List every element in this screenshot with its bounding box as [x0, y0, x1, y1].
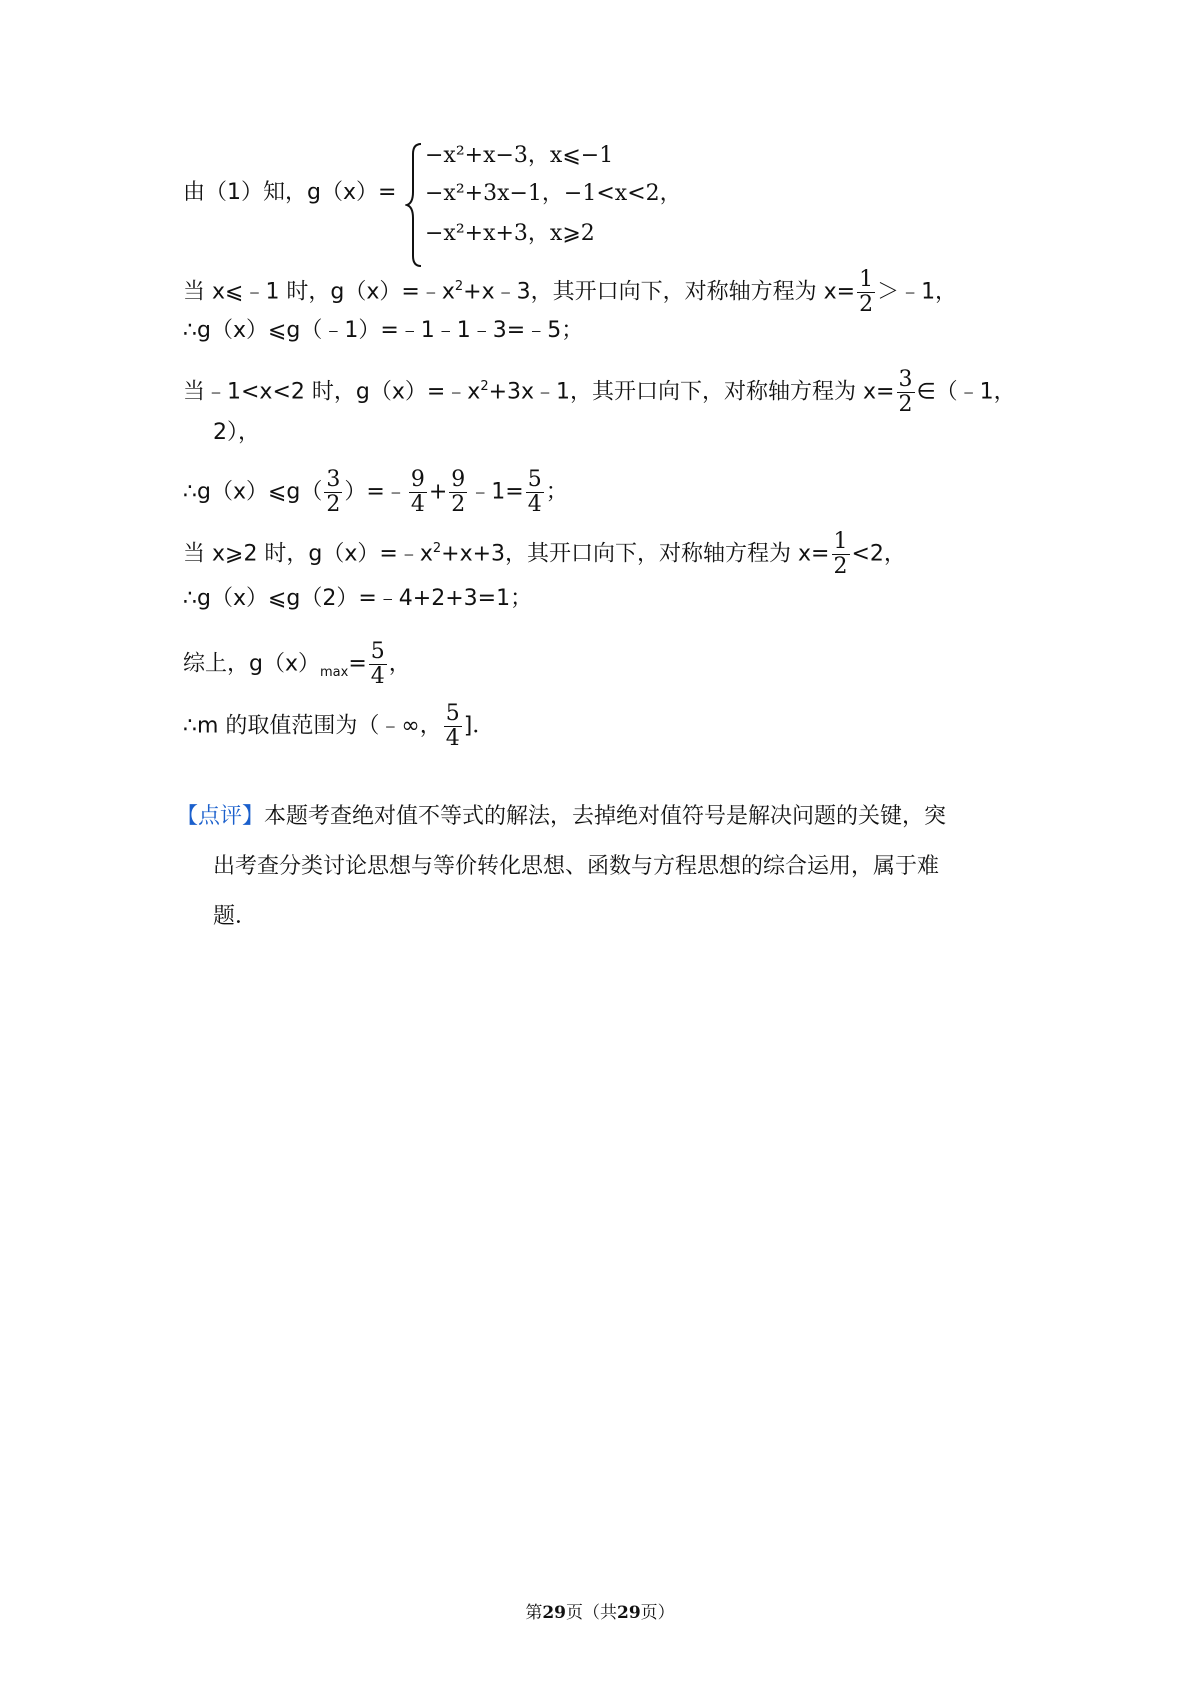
text: ∴m 的取值范围为（﹣∞， [183, 713, 442, 739]
denominator: 2 [451, 492, 466, 517]
text: +x+3，其开口向下，对称轴方程为 x= [441, 541, 830, 567]
denominator: 2 [326, 492, 341, 517]
solution-line-7 [183, 640, 411, 689]
remark-line-2: 出考查分类讨论思想与等价转化思想、函数与方程思想的综合运用，属于难 [213, 854, 940, 879]
solution-line-3 [183, 368, 1016, 417]
text: +3x﹣1，其开口向下，对称轴方程为 x= [488, 379, 895, 405]
text: 当﹣1<x<2 时，g（x）=﹣x [183, 379, 481, 405]
denominator: 2 [859, 292, 874, 317]
text: <2， [851, 541, 906, 567]
left-brace [405, 140, 425, 270]
footer-text: 第 [525, 1603, 543, 1623]
denominator: 2 [898, 392, 913, 417]
text: ； [545, 479, 568, 505]
text: 综上，g（x） [183, 651, 320, 677]
page-number: 29 [542, 1603, 566, 1623]
text: ， [388, 651, 411, 677]
page-total: 29 [617, 1603, 641, 1623]
text: ∈（﹣1， [916, 379, 1016, 405]
text: ）=﹣ [344, 479, 407, 505]
numerator: 1 [833, 529, 848, 554]
numerator: 5 [370, 639, 385, 664]
fraction [857, 268, 875, 317]
piecewise-intro [183, 178, 396, 208]
fraction [449, 468, 467, 517]
superscript: 2 [432, 541, 442, 557]
text: ﹣1= [469, 479, 524, 505]
numerator: 9 [451, 467, 466, 492]
piecewise-intro-text: 由（1）知，g（x）= [183, 180, 397, 205]
solution-line-4 [183, 468, 568, 517]
remark-text: 本题考查绝对值不等式的解法，去掉绝对值符号是解决问题的关键，突 [264, 804, 947, 829]
case-row-2: −x²+3x−1，−1<x<2， [425, 181, 682, 206]
case-row-1: −x²+x−3，x⩽−1 [425, 143, 614, 168]
remark-tag: 【点评】 [176, 804, 265, 829]
text: 当 x⩽﹣1 时，g（x）=﹣x [183, 279, 455, 305]
fraction [832, 530, 850, 579]
remark-line-3: 题． [213, 904, 258, 929]
solution-line-1 [183, 268, 957, 317]
text: 当 x⩾2 时，g（x）=﹣x [183, 541, 433, 567]
solution-line-8 [183, 702, 494, 751]
remark-line-1 [176, 802, 946, 832]
text: = [348, 651, 367, 677]
numerator: 5 [445, 701, 460, 726]
superscript: 2 [454, 279, 464, 295]
numerator: 1 [859, 267, 874, 292]
solution-line-6: ∴g（x）⩽g（2）=﹣4+2+3=1； [183, 586, 533, 611]
solution-line-3-continued: 2）， [213, 420, 260, 445]
text: ∴g（x）⩽g（ [183, 479, 323, 505]
text: ]． [463, 713, 495, 739]
fraction [444, 702, 462, 751]
denominator: 4 [445, 726, 460, 751]
page-footer [0, 1598, 1200, 1623]
numerator: 3 [898, 367, 913, 392]
text: +x﹣3，其开口向下，对称轴方程为 x= [463, 279, 856, 305]
numerator: 5 [527, 467, 542, 492]
text: + [428, 479, 448, 505]
solution-line-2: ∴g（x）⩽g（﹣1）=﹣1﹣1﹣3=﹣5； [183, 318, 584, 343]
text: ＞﹣1， [877, 279, 958, 305]
case-row-3: −x²+x+3，x⩾2 [425, 221, 595, 246]
fraction [526, 468, 544, 517]
footer-text: 页（共 [566, 1603, 617, 1623]
fraction [409, 468, 427, 517]
solution-line-5 [183, 530, 906, 579]
denominator: 4 [527, 492, 542, 517]
denominator: 4 [370, 664, 385, 689]
numerator: 9 [410, 467, 425, 492]
subscript: max [320, 664, 349, 680]
superscript: 2 [480, 379, 489, 395]
numerator: 3 [326, 467, 341, 492]
denominator: 2 [833, 554, 848, 579]
fraction [369, 640, 387, 689]
fraction [324, 468, 342, 517]
footer-text: 页） [640, 1603, 675, 1623]
denominator: 4 [410, 492, 425, 517]
fraction [897, 368, 915, 417]
piecewise-cases [405, 140, 705, 270]
